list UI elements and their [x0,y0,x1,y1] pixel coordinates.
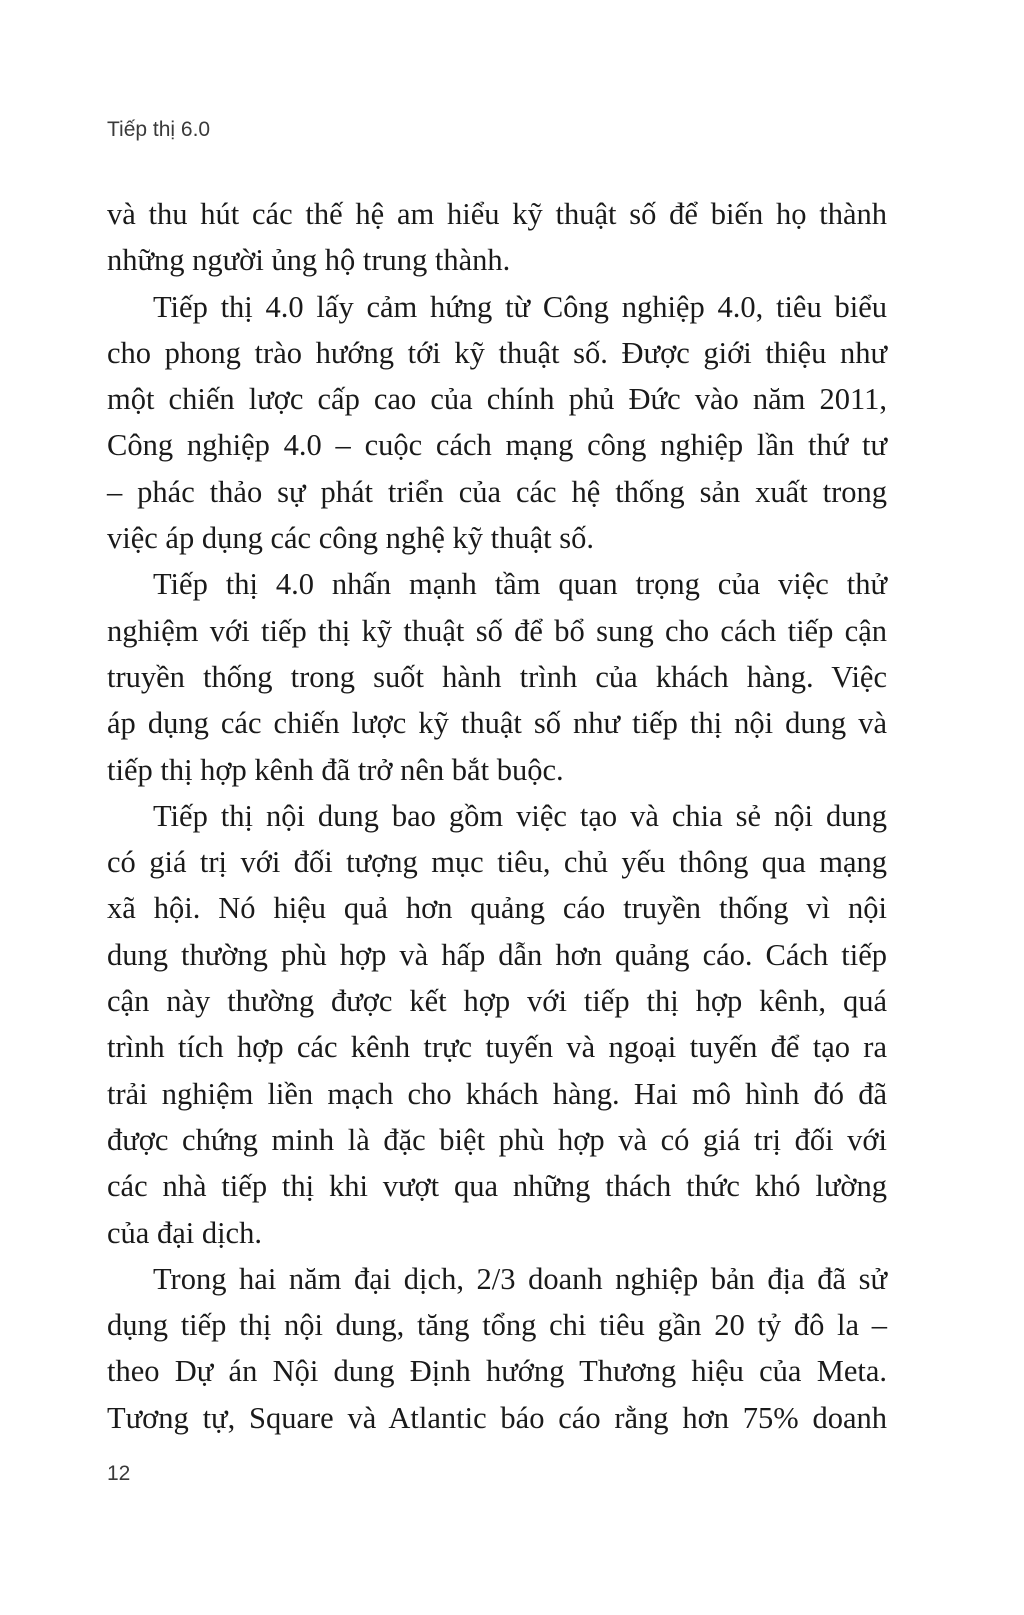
text-line: xã hội. Nó hiệu quả hơn quảng cáo truyền thống vì nội [107,891,887,926]
text-line: truyền thống trong suốt hành trình của khách hàng. Việc [107,659,887,694]
text-line: – phác thảo sự phát triển của các hệ thống sản xuất trong [107,474,887,509]
text-line: Tiếp thị 4.0 nhấn mạnh tầm quan trọng của việc thử [153,567,887,602]
text-line: tiếp thị hợp kênh đã trở nên bắt buộc. [107,752,564,787]
body-text [107,191,887,1441]
page-number: 12 [107,1462,131,1485]
paragraph [107,191,887,284]
text-line: các nhà tiếp thị khi vượt qua những thách thức khó lường [107,1169,887,1204]
text-line: có giá trị với đối tượng mục tiêu, chủ yếu thông qua mạng [107,845,887,880]
text-line: của đại dịch. [107,1215,262,1250]
text-line: Tương tự, Square và Atlantic báo cáo rằng hơn 75% doanh [107,1400,887,1435]
text-line: một chiến lược cấp cao của chính phủ Đức vào năm 2011, [107,382,887,417]
paragraph [107,793,887,1256]
paragraph [107,284,887,562]
text-line: trải nghiệm liền mạch cho khách hàng. Hai mô hình đó đã [107,1076,887,1111]
text-line: và thu hút các thế hệ am hiểu kỹ thuật số để biến họ thành [107,197,887,231]
text-line: Công nghiệp 4.0 – cuộc cách mạng công nghiệp lần thứ tư [107,428,887,463]
text-line: trình tích hợp các kênh trực tuyến và ngoại tuyến để tạo ra [107,1030,887,1065]
text-line: những người ủng hộ trung thành. [107,243,511,278]
running-head: Tiếp thị 6.0 [107,118,211,141]
text-line: Trong hai năm đại dịch, 2/3 doanh nghiệp bản địa đã sử [153,1261,887,1296]
paragraph [107,1256,887,1441]
text-line: nghiệm với tiếp thị kỹ thuật số để bổ sung cho cách tiếp cận [107,613,887,648]
text-line: theo Dự án Nội dung Định hướng Thương hiệu của Meta. [107,1354,887,1389]
text-line: cho phong trào hướng tới kỹ thuật số. Được giới thiệu như [107,335,887,370]
text-line: áp dụng các chiến lược kỹ thuật số như tiếp thị nội dung và [107,706,887,741]
paragraph [107,561,887,792]
text-line: việc áp dụng các công nghệ kỹ thuật số. [107,521,595,556]
text-line: cận này thường được kết hợp với tiếp thị hợp kênh, quá [107,984,887,1019]
text-line: dung thường phù hợp và hấp dẫn hơn quảng cáo. Cách tiếp [107,937,887,972]
text-line: được chứng minh là đặc biệt phù hợp và có giá trị đối với [107,1122,887,1157]
text-line: Tiếp thị nội dung bao gồm việc tạo và chia sẻ nội dung [153,798,887,833]
text-line: dụng tiếp thị nội dung, tăng tổng chi tiêu gần 20 tỷ đô la – [107,1308,887,1343]
text-line: Tiếp thị 4.0 lấy cảm hứng từ Công nghiệp 4.0, tiêu biểu [153,289,887,324]
